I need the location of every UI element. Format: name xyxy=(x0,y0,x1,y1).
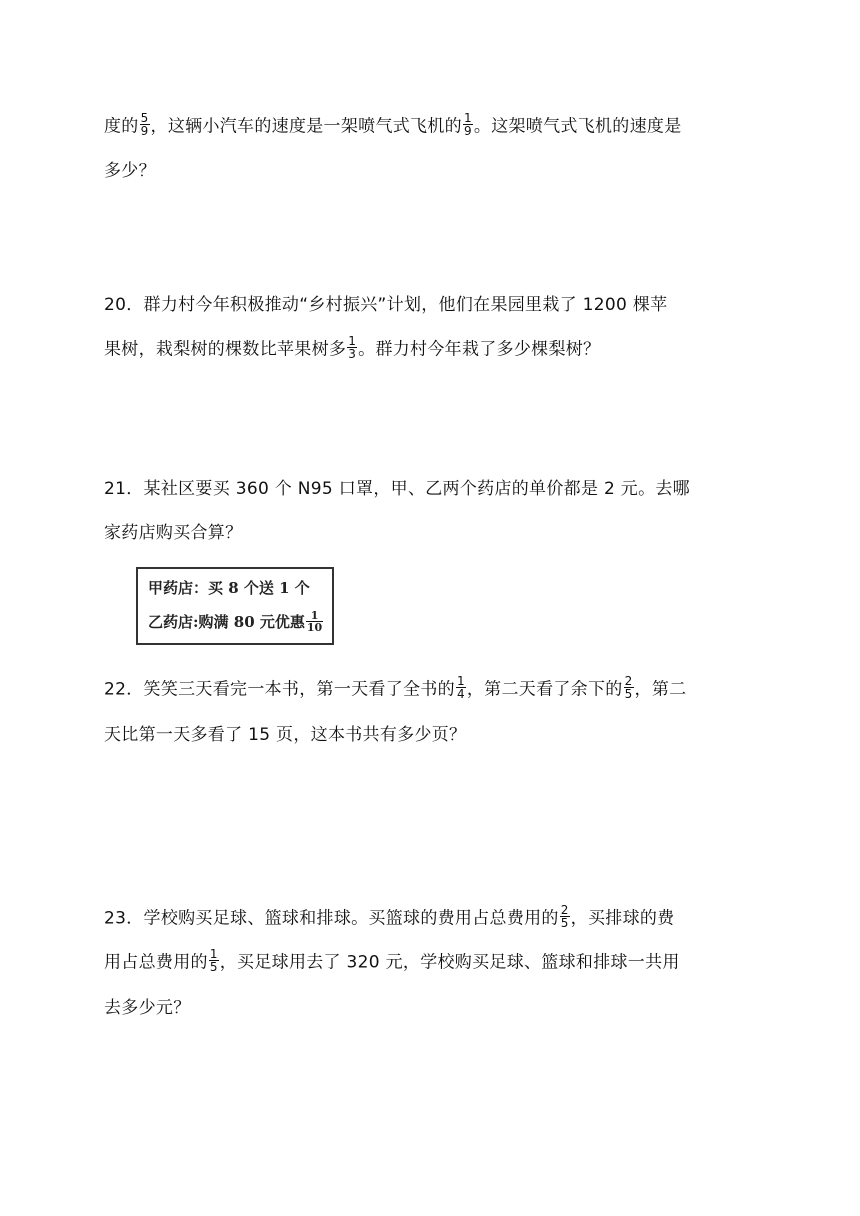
q23-line-3: 去多少元？ xyxy=(104,998,191,1018)
pharmacy-b-text: 乙药店:购满 80 元优惠 xyxy=(148,613,305,631)
fraction xyxy=(456,675,466,700)
q22-text: ，第二天看了余下的 xyxy=(466,679,623,700)
fraction-denominator: 4 xyxy=(456,687,465,701)
q22-line-1 xyxy=(104,674,687,702)
fraction-numerator: 1 xyxy=(209,947,218,961)
q19-text: ，这辆小汽车的速度是一架喷气式飞机的 xyxy=(150,116,462,137)
pharmacy-a-offer: 甲药店：买 8 个送 1 个 xyxy=(148,579,310,597)
fraction xyxy=(140,112,150,137)
fraction-numerator: 1 xyxy=(306,610,323,622)
fraction-numerator: 2 xyxy=(560,903,569,917)
fraction-denominator: 5 xyxy=(560,916,569,930)
q19-text: 度的 xyxy=(104,116,139,137)
q23-text: ，买足球用去了 320 元，学校购买足球、篮球和排球一共用 xyxy=(219,952,680,973)
pharmacy-b-offer xyxy=(148,608,324,635)
q23-text: ，买排球的费 xyxy=(570,908,675,929)
fraction-denominator: 9 xyxy=(140,124,149,138)
q22-text: 22．笑笑三天看完一本书，第一天看了全书的 xyxy=(104,679,455,700)
q23-text: 用占总费用的 xyxy=(104,952,208,973)
fraction xyxy=(624,675,634,700)
fraction-denominator: 9 xyxy=(463,124,472,138)
q22-text: ，第二 xyxy=(634,679,687,700)
q19-line-2: 多少？ xyxy=(104,161,156,181)
fraction-numerator: 1 xyxy=(463,111,472,125)
q23-line-2 xyxy=(104,947,680,975)
fraction xyxy=(209,948,219,973)
pharmacy-offer-box xyxy=(136,567,334,645)
fraction-denominator: 5 xyxy=(624,687,633,701)
q21-line-1: 21．某社区要买 360 个 N95 口罩，甲、乙两个药店的单价都是 2 元。去哪 xyxy=(104,479,690,499)
fraction-denominator: 5 xyxy=(209,960,218,974)
q19-text: 。这架喷气式飞机的速度是 xyxy=(473,116,682,137)
fraction xyxy=(306,610,323,633)
q20-line-2 xyxy=(104,334,601,362)
fraction xyxy=(463,112,473,137)
q20-line-1: 20．群力村今年积极推动“乡村振兴”计划，他们在果园里栽了 1200 棵苹 xyxy=(104,295,668,315)
fraction-denominator: 10 xyxy=(306,620,323,634)
q20-text: 果树，栽梨树的棵数比苹果树多 xyxy=(104,339,347,360)
fraction-numerator: 1 xyxy=(456,674,465,688)
q23-line-1 xyxy=(104,903,675,931)
fraction-denominator: 3 xyxy=(348,347,357,361)
q21-line-2: 家药店购买合算？ xyxy=(104,523,243,543)
q19-line-1 xyxy=(104,111,682,139)
fraction xyxy=(347,335,357,360)
fraction-numerator: 2 xyxy=(624,674,633,688)
fraction xyxy=(560,904,570,929)
q20-text: 。群力村今年栽了多少棵梨树？ xyxy=(358,339,601,360)
fraction-numerator: 5 xyxy=(140,111,149,125)
fraction-numerator: 1 xyxy=(348,334,357,348)
q23-text: 23．学校购买足球、篮球和排球。买篮球的费用占总费用的 xyxy=(104,908,559,929)
q22-line-2: 天比第一天多看了 15 页，这本书共有多少页？ xyxy=(104,725,467,745)
